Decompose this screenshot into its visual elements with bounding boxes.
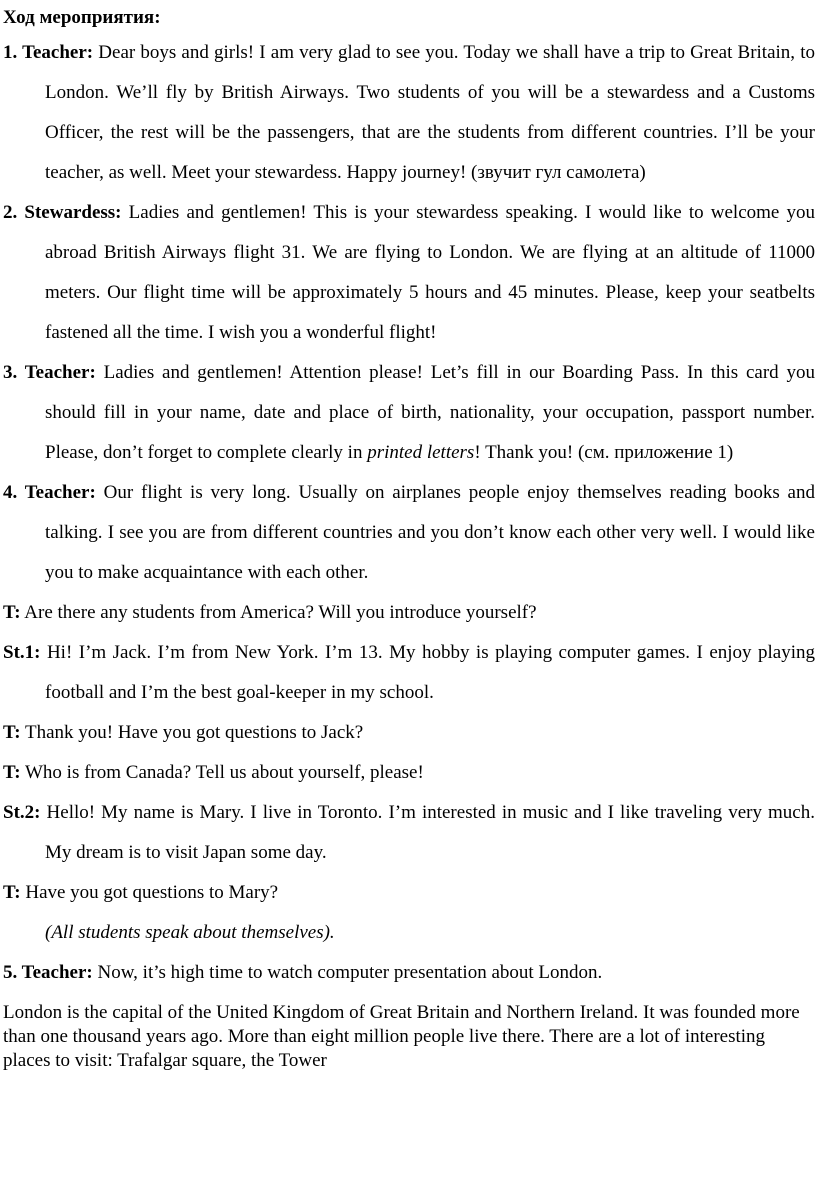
paragraph-text: Ladies and gentlemen! Attention please! Let’s fill in our Boarding Pass. In this card you should fill in your name, date and place of birth, nationality, your occupation, passport number. Please, don’t forget to complete clearly in xyxy=(45,362,815,463)
paragraph-text: Hi! I’m Jack. I’m from New York. I’m 13. My hobby is playing computer games. I enjoy playing football and I’m the best goal-keeper in my school. xyxy=(40,642,815,703)
speaker-label: 5. Teacher: xyxy=(3,962,93,983)
paragraph-text: Thank you! Have you got questions to Jack? xyxy=(20,722,364,743)
paragraph-text: Now, it’s high time to watch computer presentation about London. xyxy=(92,962,603,983)
dialogue-teacher-canada xyxy=(3,753,815,793)
speaker-label: 2. Stewardess: xyxy=(3,202,122,223)
speaker-label: T: xyxy=(3,602,21,623)
speaker-label: 1. Teacher: xyxy=(3,42,94,63)
paragraph-teacher-5 xyxy=(3,953,815,993)
paragraph-text: Ladies and gentlemen! This is your stewardess speaking. I would like to welcome you abroad British Airways flight 31. We are flying to London. We are flying at an altitude of 11000 meters. Our flight time will be approximately 5 hours and 45 minutes. Please, keep your seatbelts fastened all the time. I wish you a wonderful flight! xyxy=(45,202,815,343)
speaker-label: St.1: xyxy=(3,642,41,663)
paragraph-text: Hello! My name is Mary. I live in Toronto. I’m interested in music and I like traveling very much. My dream is to visit Japan some day. xyxy=(40,802,815,863)
paragraph-teacher-4 xyxy=(3,473,815,593)
paragraph-text: Our flight is very long. Usually on airplanes people enjoy themselves reading books and talking. I see you are from different countries and you don’t know each other very well. I would like you to make acquaintance with each other. xyxy=(45,482,815,583)
dialogue-teacher-jack xyxy=(3,713,815,753)
italic-emphasis: printed letters xyxy=(367,442,475,463)
document-page xyxy=(3,0,815,1073)
speaker-label: 3. Teacher: xyxy=(3,362,96,383)
speaker-label: T: xyxy=(3,722,21,743)
paragraph-text: Who is from Canada? Tell us about yourself, please! xyxy=(20,762,424,783)
paragraph-text-tail: ! Thank you! (см. приложение 1) xyxy=(474,442,734,463)
speaker-label: T: xyxy=(3,762,21,783)
section-heading: Ход мероприятия: xyxy=(3,7,161,28)
dialogue-teacher-america xyxy=(3,593,815,633)
london-description: London is the capital of the United Kingdom of Great Britain and Northern Ireland. It was founded more than one thousand years ago. More than eight million people live there. There are a lot of interesting places to visit: Trafalgar square, the Tower xyxy=(3,1002,800,1071)
speaker-label: T: xyxy=(3,882,21,903)
paragraph-text: Have you got questions to Mary? xyxy=(20,882,279,903)
speaker-label: St.2: xyxy=(3,802,41,823)
dialogue-student-1 xyxy=(3,633,815,713)
dialogue-teacher-mary xyxy=(3,873,815,913)
paragraph-text: Are there any students from America? Will you introduce yourself? xyxy=(20,602,537,623)
dialogue-student-2 xyxy=(3,793,815,873)
paragraph-teacher-1 xyxy=(3,33,815,193)
speaker-label: 4. Teacher: xyxy=(3,482,96,503)
paragraph-text: Dear boys and girls! I am very glad to see you. Today we shall have a trip to Great Britain, to London. We’ll fly by British Airways. Two students of you will be a stewardess and a Customs Officer, the rest will be the passengers, that are the students from different countries. I’ll be your teacher, as well. Meet your stewardess. Happy journey! (звучит гул самолета) xyxy=(45,42,815,183)
stage-direction: (All students speak about themselves). xyxy=(45,922,335,943)
paragraph-stewardess xyxy=(3,193,815,353)
paragraph-teacher-3 xyxy=(3,353,815,473)
